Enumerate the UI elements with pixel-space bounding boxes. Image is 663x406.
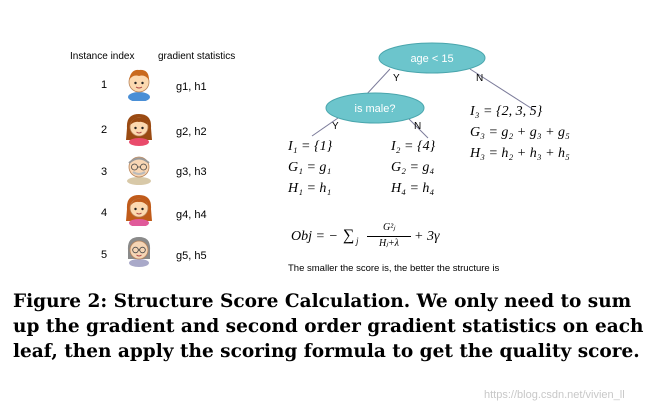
objective-numerator: G²ⱼ xyxy=(383,222,395,233)
instance-index-2: 2 xyxy=(101,124,108,136)
child-yes-label: Y xyxy=(332,121,339,132)
instance-index-5: 5 xyxy=(101,249,108,261)
leaf1-h-sum: H₁ = h₁ xyxy=(288,181,332,196)
gradient-stat-2: g2, h2 xyxy=(176,126,207,138)
objective-lhs: Obj = − xyxy=(291,229,338,244)
gradient-stat-5: g5, h5 xyxy=(176,250,207,262)
leaf2-instance-set: I₂ = {4} xyxy=(391,139,436,154)
root-node-label: age < 15 xyxy=(410,53,454,65)
leaf2-h-sum: H₄ = h₄ xyxy=(391,181,435,196)
root-no-label: N xyxy=(476,73,484,84)
root-yes-label: Y xyxy=(393,73,400,84)
figure-caption: Figure 2: Structure Score Calculation. We only need to sum up the gradient and second order gradient statistics on each leaf, then apply the scoring formula to get the quality score. xyxy=(13,291,644,362)
instance-index-header: Instance index xyxy=(70,51,135,62)
edge-root-yes xyxy=(365,69,390,96)
gradient-stat-4: g4, h4 xyxy=(176,209,207,221)
gradient-stat-1: g1, h1 xyxy=(176,81,207,93)
leaf2-g-sum: G₂ = g₄ xyxy=(391,160,435,175)
child-node-label: is male? xyxy=(354,103,396,115)
objective-sum-index: j xyxy=(356,236,359,246)
instance-index-4: 4 xyxy=(101,207,108,219)
objective-fraction-bar xyxy=(367,236,411,237)
leaf3-h-sum: H₃ = h₂ + h₃ + h₅ xyxy=(470,146,570,161)
child-no-label: N xyxy=(414,121,422,132)
objective-denominator: Hⱼ+λ xyxy=(378,238,400,249)
score-note: The smaller the score is, the better the structure is xyxy=(288,263,500,274)
instance-index-3: 3 xyxy=(101,166,108,178)
leaf1-instance-set: I₁ = {1} xyxy=(288,139,333,154)
leaf1-g-sum: G₁ = g₁ xyxy=(288,160,332,175)
leaf3-instance-set: I₃ = {2, 3, 5} xyxy=(470,104,543,119)
instance-index-1: 1 xyxy=(101,79,108,91)
objective-sum-symbol: ∑ xyxy=(343,227,355,244)
gradient-stat-3: g3, h3 xyxy=(176,166,207,178)
leaf3-g-sum: G₃ = g₂ + g₃ + g₅ xyxy=(470,125,570,140)
watermark: https://blog.csdn.net/vivien_ll xyxy=(484,389,625,401)
gradient-statistics-header: gradient statistics xyxy=(158,51,236,62)
objective-tail: + 3γ xyxy=(414,229,440,244)
